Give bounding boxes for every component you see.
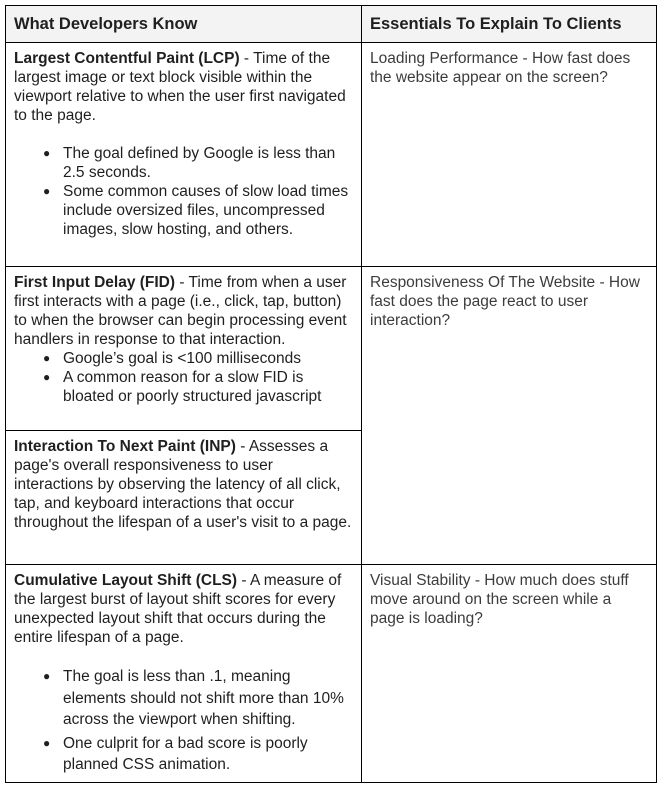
cls-bullet-list [14, 666, 353, 776]
list-item: ● Google’s goal is <100 milliseconds [43, 349, 353, 368]
cls-description: - A measure of the largest burst of layout shift scores for every unexpected layout shift that occurs during the entire lifespan of a page. [14, 572, 342, 646]
fid-description: - Time from when a user first interacts with a page (i.e., click, tap, button) to when the browser can begin processing event handlers in response to that interaction. [14, 274, 347, 348]
fid-term: First Input Delay (FID) [14, 274, 176, 291]
header-row [6, 6, 657, 43]
cls-client-cell: Visual Stability - How much does stuff move around on the screen while a page is loading? [362, 565, 657, 783]
list-item: ● Some common causes of slow load times include oversized files, uncompressed images, slow hosting, and others. [43, 182, 353, 239]
list-item: ● A common reason for a slow FID is bloated or poorly structured javascript [43, 368, 353, 406]
lcp-bullet-list [14, 144, 353, 239]
lcp-description: - Time of the largest image or text block visible within the viewport relative to when the user first navigated to the page. [14, 50, 346, 124]
header-clients: Essentials To Explain To Clients [362, 6, 657, 43]
fid-bullet-list [14, 349, 353, 406]
lcp-row [6, 43, 657, 267]
inp-description: - Assesses a page's overall responsiveness to user interactions by observing the latency of all click, tap, and keyboard interactions that occur throughout the lifespan of a user's visit to a page. [14, 438, 352, 531]
lcp-term: Largest Contentful Paint (LCP) [14, 50, 240, 67]
metrics-table [5, 5, 657, 783]
header-developers: What Developers Know [6, 6, 362, 43]
lcp-client-cell: Loading Performance - How fast does the website appear on the screen? [362, 43, 657, 267]
fid-inp-client-cell: Responsiveness Of The Website - How fast does the page react to user interaction? [362, 267, 657, 565]
fid-row [6, 267, 657, 431]
inp-term: Interaction To Next Paint (INP) [14, 438, 236, 455]
list-item: ● The goal defined by Google is less than 2.5 seconds. [43, 144, 353, 182]
fid-developer-cell [6, 267, 362, 431]
cls-term: Cumulative Layout Shift (CLS) [14, 572, 238, 589]
list-item: ● One culprit for a bad score is poorly planned CSS animation. [43, 733, 353, 776]
cls-row [6, 565, 657, 783]
list-item: ● The goal is less than .1, meaning elements should not shift more than 10% across the viewport when shifting. [43, 666, 353, 731]
cls-developer-cell [6, 565, 362, 783]
lcp-developer-cell [6, 43, 362, 267]
inp-developer-cell [6, 431, 362, 565]
